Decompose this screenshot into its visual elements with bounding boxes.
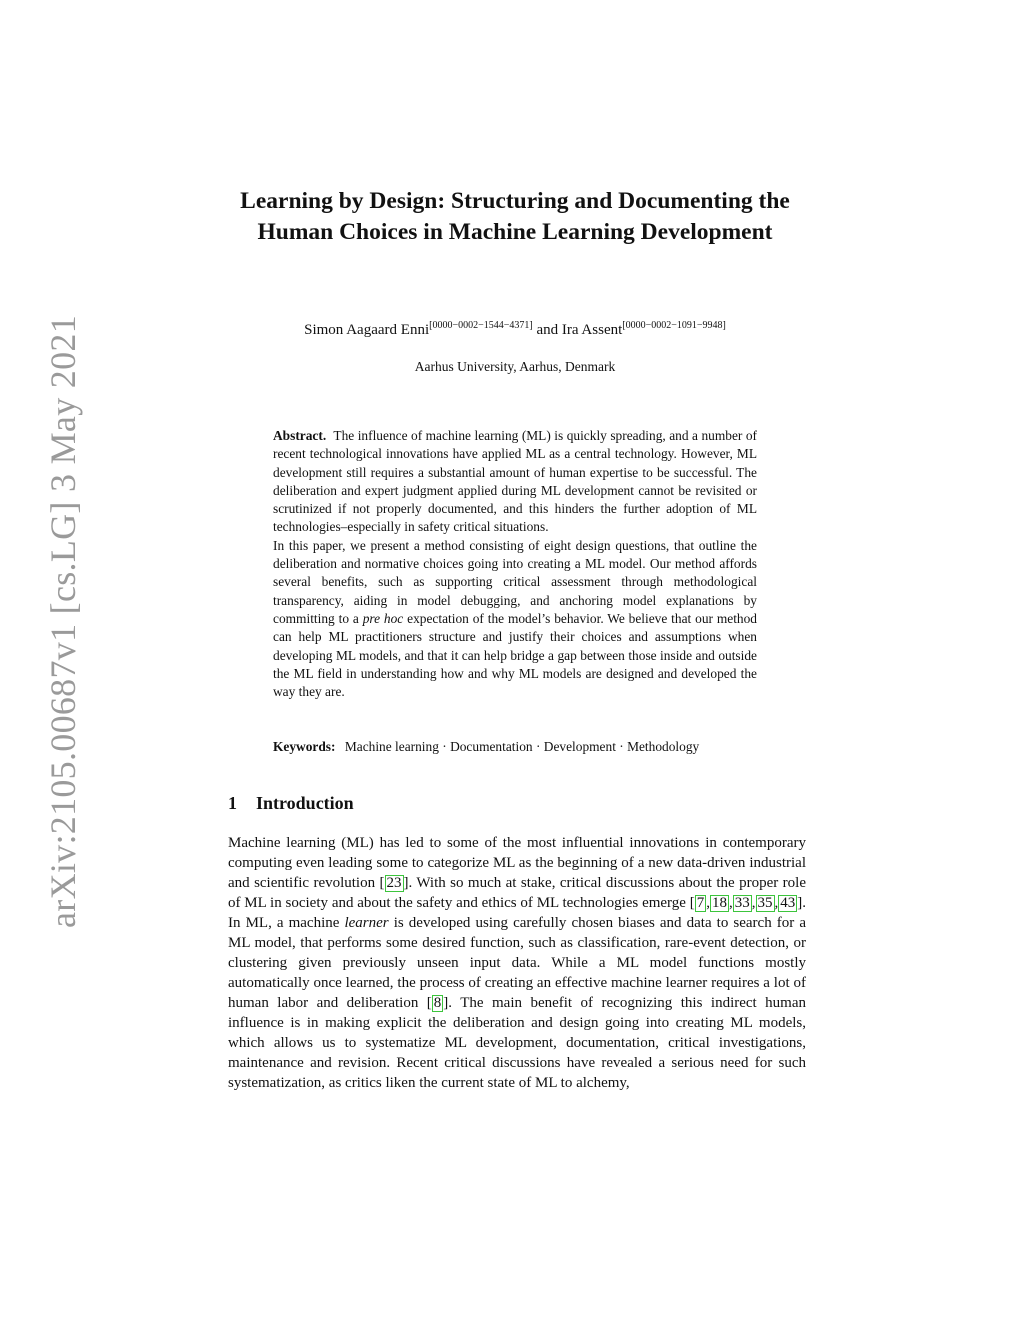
emphasis: learner	[344, 915, 389, 931]
citation-link[interactable]: 35	[757, 895, 773, 911]
citation-link[interactable]: 8	[433, 995, 442, 1011]
abstract-text: The influence of machine learning (ML) is quickly spreading, and a number of recent technological innovations have applied ML as a central technology. However, ML development still requires a substantial amount of human expertise to be successful. The deliberation and expert judgment applied during ML development cannot be revisited or scrutinized if not properly documented, and this hinders the further adoption of ML technologies–especially in safety critical situations.	[273, 428, 757, 535]
citation-link[interactable]: 18	[712, 895, 727, 911]
section-title: Introduction	[256, 793, 354, 813]
citation-link[interactable]: 33	[734, 895, 750, 911]
citation-separator: ,	[774, 895, 779, 911]
citation-separator: ,	[751, 895, 756, 911]
orcid-id: [0000−0002−1544−4371]	[429, 320, 533, 331]
citation-link[interactable]: 43	[780, 895, 796, 911]
abstract-label: Abstract.	[273, 428, 327, 443]
abstract-paragraph	[273, 537, 757, 702]
affiliation: Aarhus University, Aarhus, Denmark	[414, 359, 616, 374]
abstract-emphasis: pre hoc	[362, 610, 404, 626]
orcid-id: [0000−0002−1091−9948]	[622, 320, 726, 331]
body-text: ]. The main benefit of recognizing this indirect human influence is in making explicit the deliberation and design going into creating ML models, which allows us to systematize ML development, documentation, critical investigations, maintenance and revision. Recent critical discussions have revealed a serious need for such systematization, as critics liken the current state of ML to alchemy,	[228, 995, 806, 1091]
arxiv-identifier: arXiv:2105.00687v1 [cs.LG] 3 May 2021	[43, 314, 83, 928]
author-name: Simon Aagaard Enni	[304, 322, 430, 338]
abstract-paragraph	[273, 427, 757, 537]
body-text: is developed using carefully chosen biases and data to search for a ML model, that performs some desired function, such as classification, rare-event detection, or clustering given previously unseen input data. While a ML model functions mostly automatically once learned, the process of creating an effective machine learner requires a lot of human labor and deliberation [	[228, 915, 806, 1011]
keywords-text: Machine learning · Documentation · Development · Methodology	[344, 739, 700, 754]
citation-separator: ,	[706, 895, 710, 911]
author-line	[200, 320, 830, 340]
keywords	[273, 738, 773, 756]
keywords-label: Keywords:	[273, 739, 336, 754]
citation-separator: ,	[729, 895, 733, 911]
abstract	[273, 427, 757, 701]
introduction-body	[228, 833, 806, 1093]
section-heading	[228, 792, 354, 814]
section-number: 1	[228, 793, 237, 813]
citation-link[interactable]: 7	[696, 895, 705, 911]
body-paragraph	[228, 833, 806, 1093]
abstract-text: In this paper, we present a method consisting of eight design questions, that outline the deliberation and normative choices going into creating a ML model. Our method affords several benefits, such as supporting critical assessment through methodological transparency, aiding in model debugging, and anchoring model explanations by committing to a	[273, 537, 757, 626]
abstract-text: expectation of the model’s behavior. We believe that our method can help ML practitioners structure and justify their choices and assumptions when developing ML models, and that it can help bridge a gap between those inside and outside the ML field in understanding how and why ML models are designed and developed the way they are.	[273, 610, 757, 700]
body-text: ]. With so much at stake, critical discussions about the proper role of ML in society and about the safety and ethics of ML technologies emerge [	[228, 875, 806, 911]
body-text: Machine learning (ML) has led to some of the most influential innovations in contemporary computing even leading some to categorize ML as the beginning of a new data-driven industrial and scientific revolution [	[228, 835, 806, 891]
paper-title: Learning by Design: Structuring and Documenting the Human Choices in Machine Learning Development	[240, 188, 790, 245]
citation-link[interactable]: 23	[386, 875, 402, 891]
body-text: ]. In ML, a machine	[228, 895, 806, 931]
author-name: and Ira Assent	[536, 322, 623, 338]
